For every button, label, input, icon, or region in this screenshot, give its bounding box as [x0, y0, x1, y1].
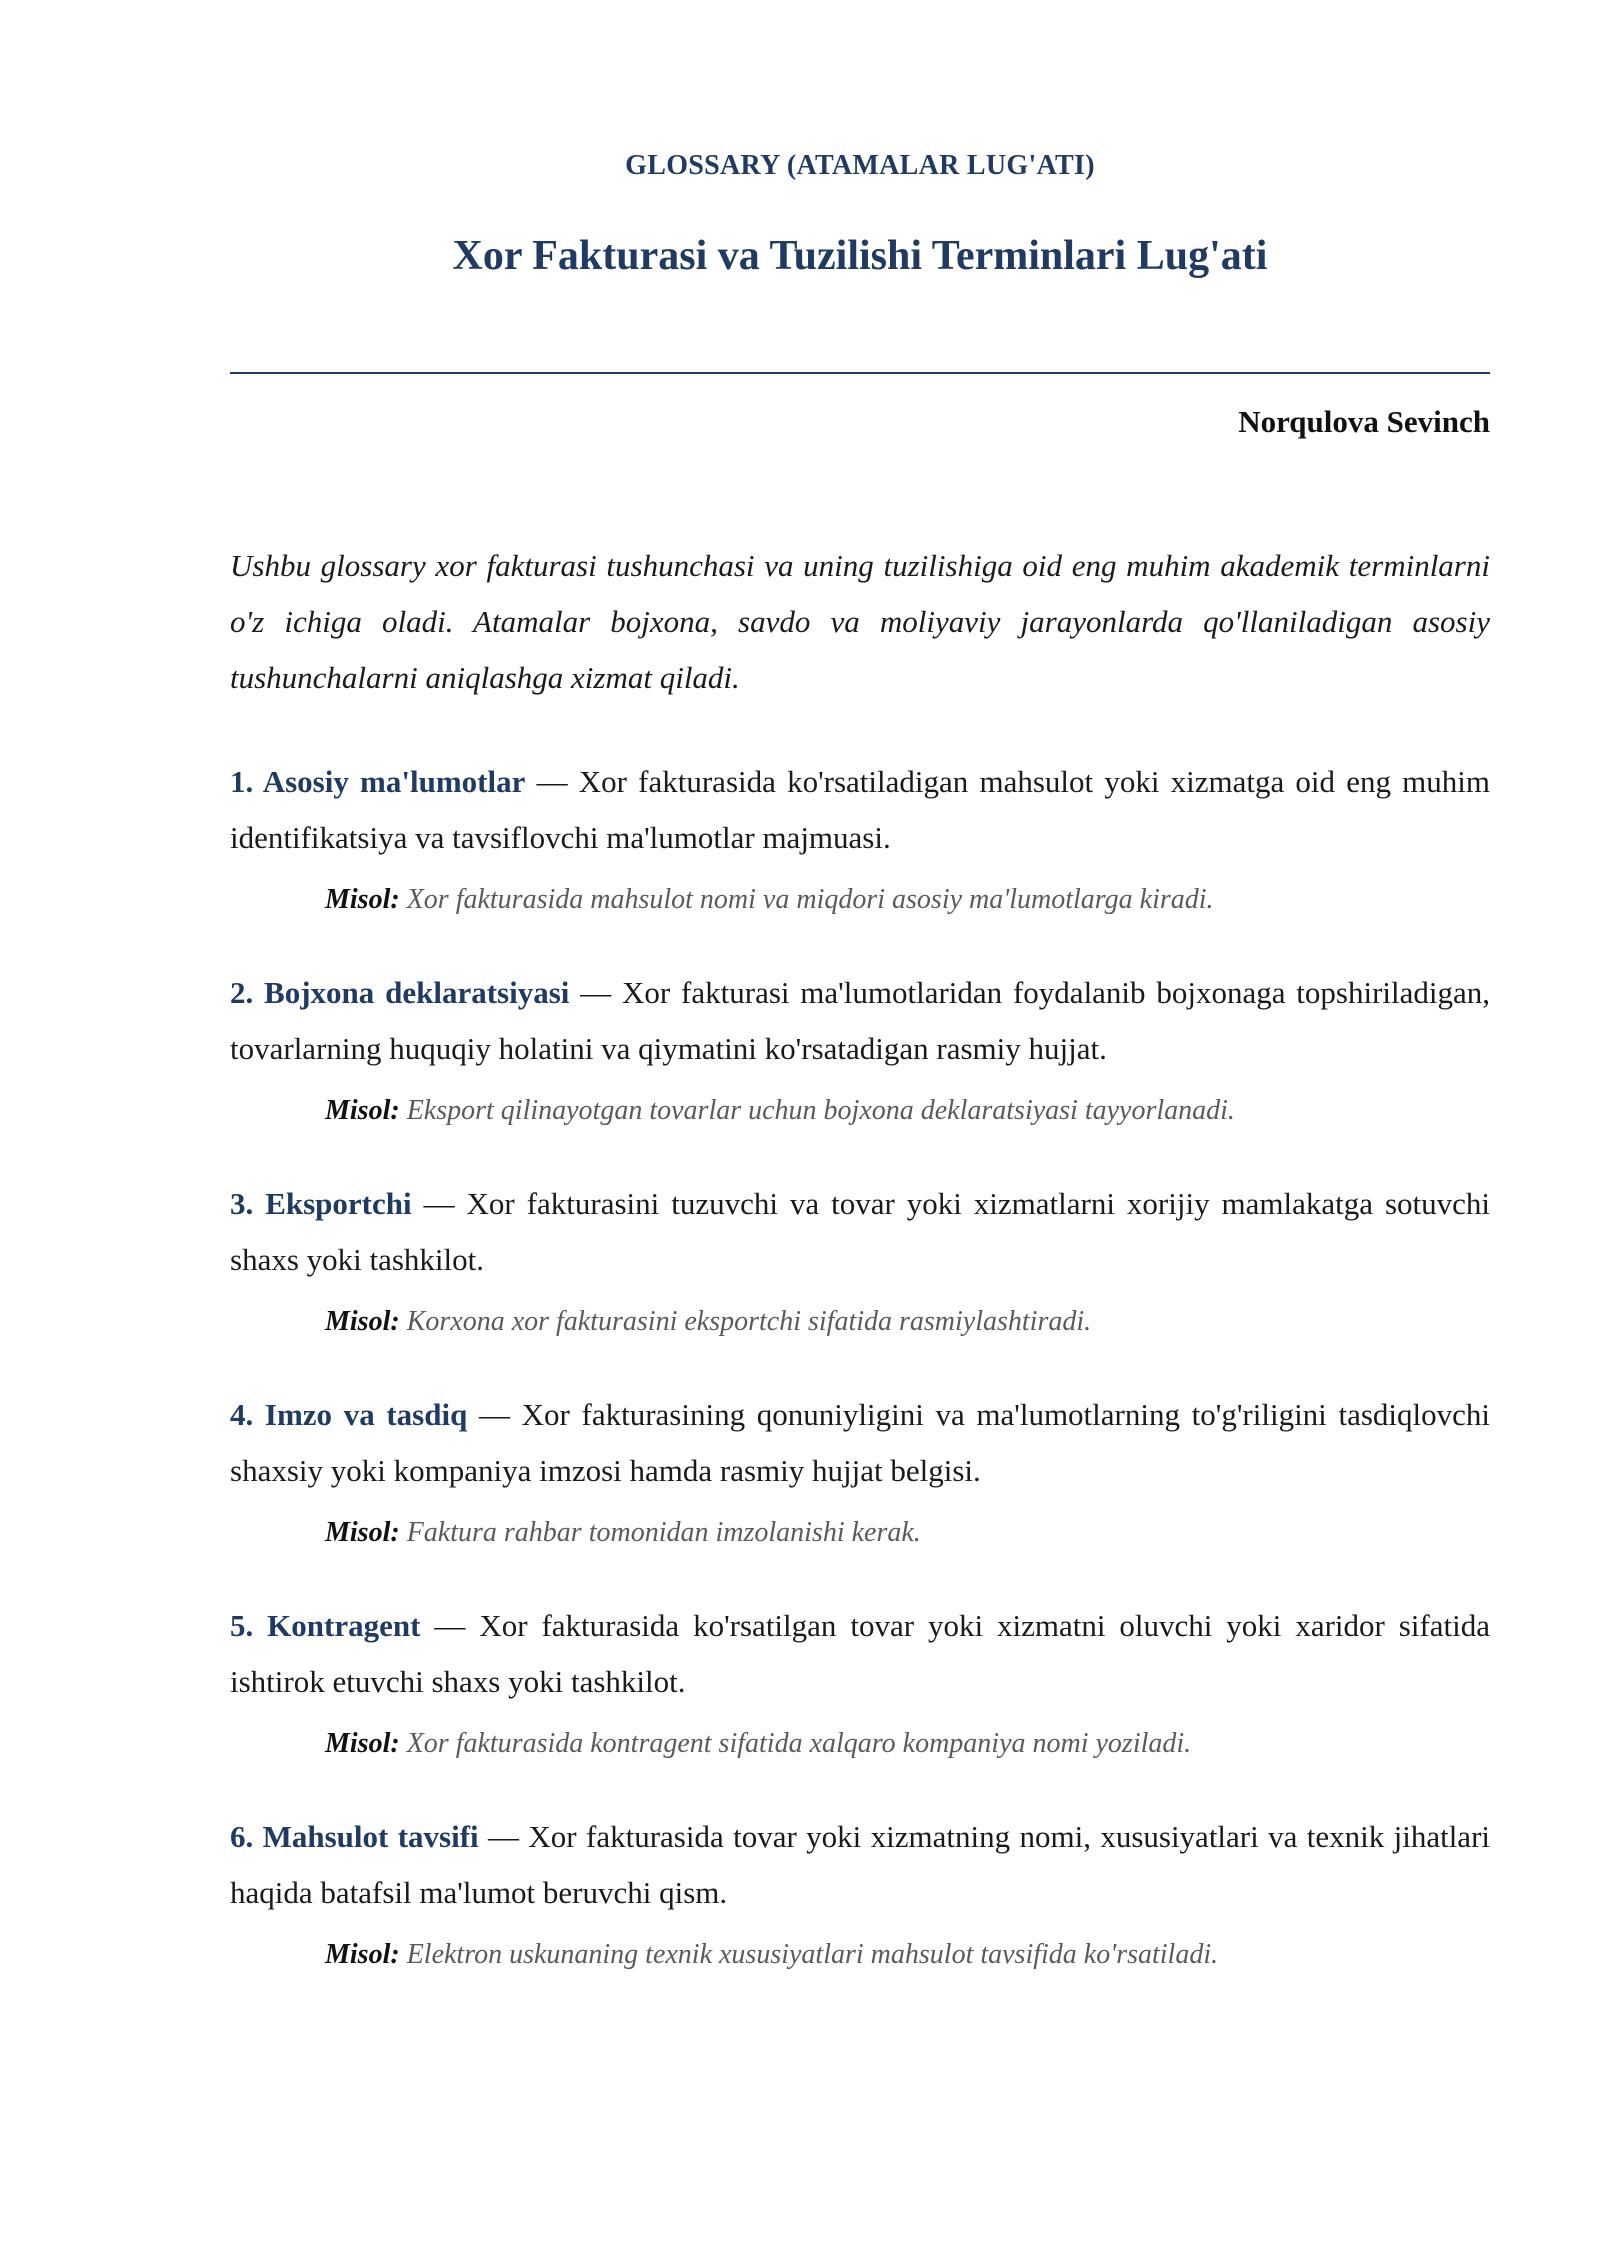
entry-separator: —: [536, 764, 568, 799]
entry-term: 1. Asosiy ma'lumotlar: [230, 764, 526, 799]
entry-definition: [230, 754, 1490, 866]
entry-separator: —: [479, 1397, 510, 1432]
entry-term: 2. Bojxona deklaratsiyasi: [230, 975, 570, 1010]
entry-definition: [230, 1598, 1490, 1710]
example-label: Misol:: [325, 1095, 400, 1126]
entry-term: 6. Mahsulot tavsifi: [230, 1819, 479, 1854]
entry-definition: [230, 1176, 1490, 1288]
entry-term: 5. Kontragent: [230, 1608, 421, 1643]
glossary-entry: [230, 965, 1490, 1176]
entry-example: [325, 1724, 1490, 1764]
entry-example: [325, 1513, 1490, 1553]
entry-definition: [230, 1387, 1490, 1499]
glossary-entry: [230, 1598, 1490, 1809]
entry-separator: —: [423, 1186, 455, 1221]
entry-definition-text: Xor fakturasi ma'lumotlaridan foydalanib bojxonaga topshiriladigan, tovarlarning huquqiy holatini va qiymatini ko'rsatadigan rasmiy hujjat.: [230, 975, 1491, 1066]
example-text: Xor fakturasida kontragent sifatida xalqaro kompaniya nomi yoziladi.: [406, 1728, 1192, 1759]
example-text: Faktura rahbar tomonidan imzolanishi kerak.: [406, 1517, 921, 1548]
example-label: Misol:: [325, 1939, 400, 1970]
intro-paragraph: Ushbu glossary xor fakturasi tushunchasi va uning tuzilishiga oid eng muhim akademik terminlarni o'z ichiga oladi. Atamalar bojxona, savdo va moliyaviy jarayonlarda qo'llaniladigan asosiy tushunchalarni aniqlashga xizmat qiladi.: [230, 548, 1490, 695]
glossary-entry: [230, 754, 1490, 965]
entry-term: 4. Imzo va tasdiq: [230, 1397, 468, 1432]
entry-example: [325, 1091, 1490, 1131]
example-text: Korxona xor fakturasini eksportchi sifatida rasmiylashtiradi.: [406, 1306, 1092, 1337]
entry-example: [325, 1935, 1490, 1975]
entry-example: [325, 1302, 1490, 1342]
glossary-entry: [230, 1176, 1490, 1387]
glossary-entry: [230, 1809, 1490, 2020]
document-title: Xor Fakturasi va Tuzilishi Terminlari Lug'ati: [452, 233, 1268, 279]
example-label: Misol:: [325, 884, 400, 915]
example-label: Misol:: [325, 1306, 400, 1337]
example-text: Xor fakturasida mahsulot nomi va miqdori asosiy ma'lumotlarga kiradi.: [406, 884, 1214, 915]
example-text: Eksport qilinayotgan tovarlar uchun bojxona deklaratsiyasi tayyorlanadi.: [406, 1095, 1235, 1126]
entry-term: 3. Eksportchi: [230, 1186, 412, 1221]
title-divider: [230, 372, 1490, 374]
entry-definition-text: Xor fakturasining qonuniyligini va ma'lumotlarning to'g'riligini tasdiqlovchi shaxsiy yoki kompaniya imzosi hamda rasmiy hujjat belgisi.: [230, 1397, 1490, 1488]
entry-definition-text: Xor fakturasida ko'rsatiladigan mahsulot yoki xizmatga oid eng muhim identifikatsiya va tavsiflovchi ma'lumotlar majmuasi.: [230, 764, 1491, 855]
entry-definition-text: Xor fakturasida ko'rsatilgan tovar yoki xizmatni oluvchi yoki xaridor sifatida ishtirok etuvchi shaxs yoki tashkilot.: [230, 1608, 1491, 1699]
entry-example: [325, 880, 1490, 920]
entry-definition-text: Xor fakturasini tuzuvchi va tovar yoki xizmatlarni xorijiy mamlakatga sotuvchi shaxs yoki tashkilot.: [230, 1186, 1491, 1277]
glossary-kicker: GLOSSARY (ATAMALAR LUG'ATI): [625, 150, 1095, 181]
example-label: Misol:: [325, 1728, 400, 1759]
example-label: Misol:: [325, 1517, 400, 1548]
glossary-list: [230, 754, 1490, 2020]
entry-separator: —: [580, 975, 612, 1010]
glossary-entry: [230, 1387, 1490, 1598]
author-name: Norqulova Sevinch: [1238, 404, 1490, 439]
entry-separator: —: [434, 1608, 466, 1643]
entry-definition: [230, 1809, 1490, 1921]
entry-definition-text: Xor fakturasida tovar yoki xizmatning nomi, xususiyatlari va texnik jihatlari haqida batafsil ma'lumot beruvchi qism.: [230, 1819, 1491, 1910]
entry-separator: —: [488, 1819, 520, 1854]
example-text: Elektron uskunaning texnik xususiyatlari mahsulot tavsifida ko'rsatiladi.: [406, 1939, 1219, 1970]
entry-definition: [230, 965, 1490, 1077]
